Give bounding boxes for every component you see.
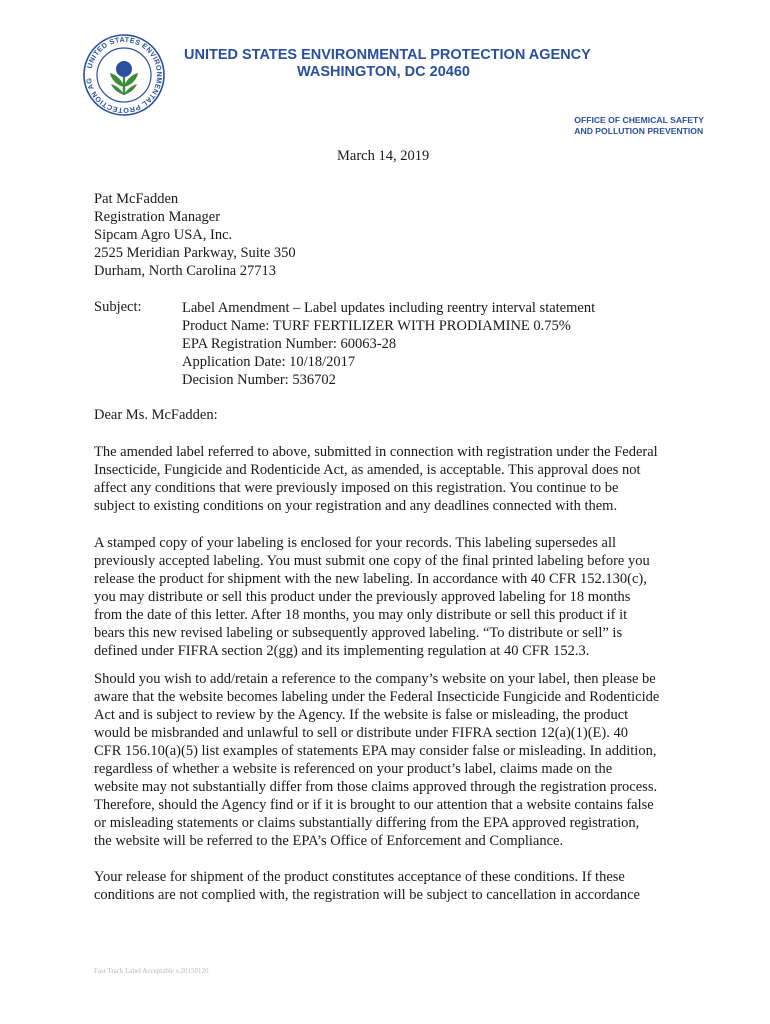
paragraph-line: The amended label referred to above, submitted in connection with registration under the Federal: [94, 444, 658, 460]
subject-label: Subject:: [94, 299, 142, 315]
subject-line: Label Amendment – Label updates including reentry interval statement: [182, 300, 596, 316]
office-heading: [574, 115, 704, 137]
epa-seal-logo: [82, 33, 166, 117]
subject-line: Product Name: TURF FERTILIZER WITH PRODIAMINE 0.75%: [182, 318, 571, 334]
paragraph-line: the website will be referred to the EPA’s Office of Enforcement and Compliance.: [94, 833, 564, 849]
paragraph-line: from the date of this letter. After 18 months, you may only distribute or sell this product if it: [94, 607, 628, 623]
subject-line: EPA Registration Number: 60063-28: [182, 336, 397, 352]
body-paragraph-1: [94, 443, 694, 515]
paragraph-line: you may distribute or sell this product under the previously approved labeling for 18 months: [94, 589, 631, 605]
office-line-2: AND POLLUTION PREVENTION: [574, 126, 704, 136]
address-line: 2525 Meridian Parkway, Suite 350: [94, 245, 296, 261]
paragraph-line: bears this new revised labeling or subsequently approved labeling. “To distribute or sell” is: [94, 625, 623, 641]
paragraph-line: or misleading statements or claims substantially differing from the EPA approved registration,: [94, 815, 640, 831]
svg-text:UNITED STATES ENVIRONMENTAL PR: UNITED STATES ENVIRONMENTAL PROTECTION AG: [84, 34, 165, 116]
address-line: Registration Manager: [94, 209, 221, 225]
paragraph-line: Should you wish to add/retain a reference to the company’s website on your label, then please be: [94, 671, 656, 687]
address-line: Pat McFadden: [94, 191, 179, 207]
agency-heading: [184, 47, 634, 81]
salutation: Dear Ms. McFadden:: [94, 407, 218, 423]
subject-line: Decision Number: 536702: [182, 372, 336, 388]
body-paragraph-4: [94, 868, 694, 904]
paragraph-line: previously accepted labeling. You must submit one copy of the final printed labeling before you: [94, 553, 650, 569]
paragraph-line: Insecticide, Fungicide and Rodenticide Act, as amended, is acceptable. This approval does not: [94, 462, 641, 478]
address-line: Sipcam Agro USA, Inc.: [94, 227, 233, 243]
paragraph-line: defined under FIFRA section 2(gg) and its implementing regulation at 40 CFR 152.3.: [94, 643, 590, 659]
subject-details: [182, 299, 595, 389]
paragraph-line: CFR 156.10(a)(5) list examples of statements EPA may consider false or misleading. In addition,: [94, 743, 657, 759]
paragraph-line: affect any conditions that were previously imposed on this registration. You continue to be: [94, 480, 619, 496]
letter-date: March 14, 2019: [337, 148, 430, 164]
office-line-1: OFFICE OF CHEMICAL SAFETY: [574, 115, 704, 125]
address-line: Durham, North Carolina 27713: [94, 263, 277, 279]
body-paragraph-2: [94, 534, 694, 660]
recipient-address: [94, 190, 296, 280]
subject-line: Application Date: 10/18/2017: [182, 354, 356, 370]
paragraph-line: Your release for shipment of the product constitutes acceptance of these conditions. If these: [94, 869, 625, 885]
paragraph-line: Therefore, should the Agency find or if it is brought to our attention that a website contains false: [94, 797, 654, 813]
paragraph-line: would be misbranded and unlawful to sell or distribute under FIFRA section 12(a)(1)(E). 40: [94, 725, 628, 741]
paragraph-line: conditions are not complied with, the registration will be subject to cancellation in accordance: [94, 887, 640, 903]
body-paragraph-3: [94, 670, 694, 850]
agency-address: WASHINGTON, DC 20460: [297, 64, 470, 80]
paragraph-line: regardless of whether a website is referenced on your product’s label, claims made on the: [94, 761, 613, 777]
footer-version-mark: Fast Track Label Acceptable v.20150120: [94, 967, 209, 975]
paragraph-line: Act and is subject to review by the Agency. If the website is false or misleading, the product: [94, 707, 629, 723]
paragraph-line: website may not substantially differ from those claims approved through the registration process.: [94, 779, 658, 795]
paragraph-line: A stamped copy of your labeling is enclosed for your records. This labeling supersedes all: [94, 535, 617, 551]
paragraph-line: release the product for shipment with the new labeling. In accordance with 40 CFR 152.130(c),: [94, 571, 647, 587]
paragraph-line: aware that the website becomes labeling under the Federal Insecticide Fungicide and Rodenticide: [94, 689, 660, 705]
paragraph-line: subject to existing conditions on your registration and any deadlines connected with them.: [94, 498, 618, 514]
agency-name: UNITED STATES ENVIRONMENTAL PROTECTION AGENCY: [184, 47, 591, 63]
